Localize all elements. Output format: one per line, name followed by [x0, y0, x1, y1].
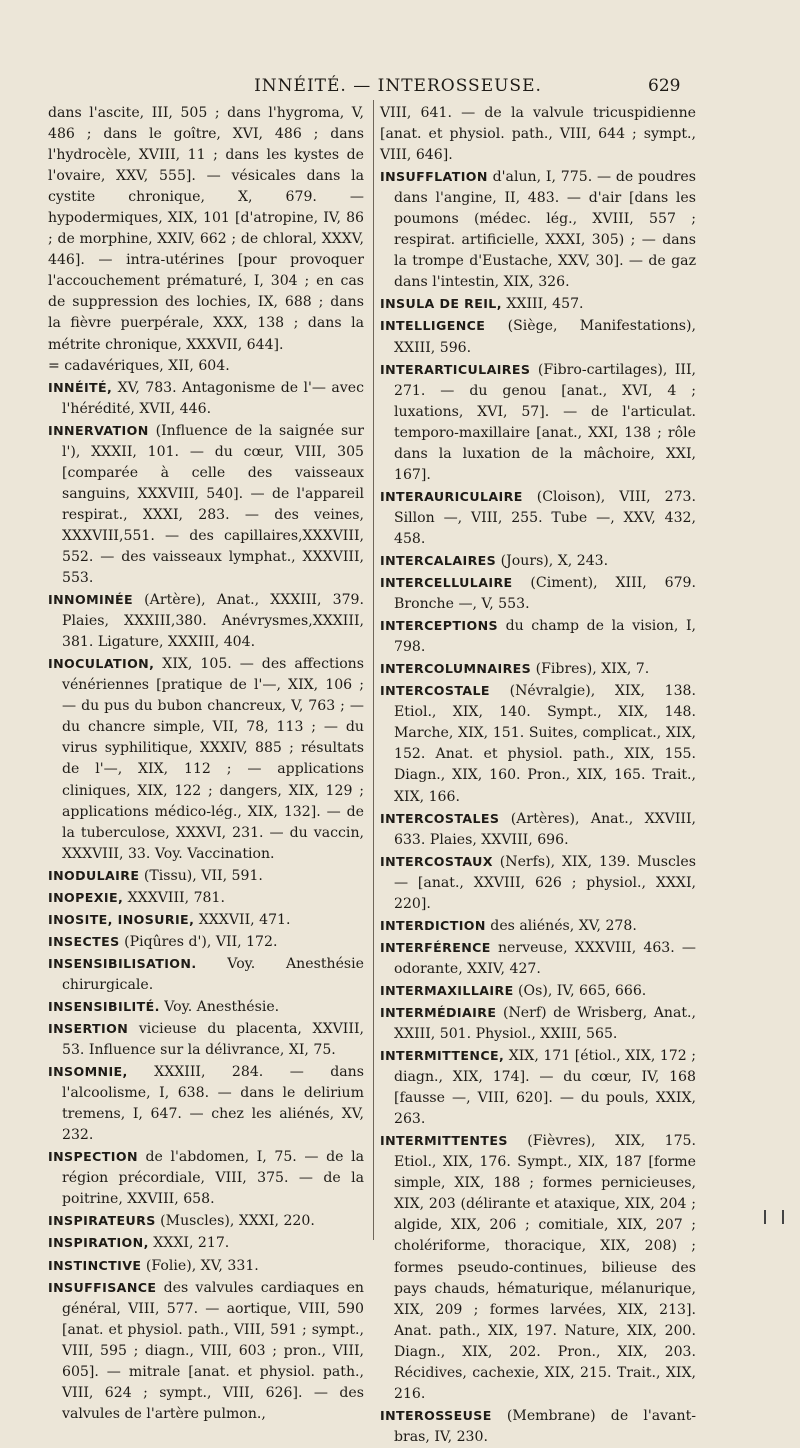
- entry-headword: INTERMITTENCE,: [380, 1048, 505, 1064]
- entry-text: XXXIII, 284. — dans l'alcoolisme, I, 638. — dans le delirium tremens, I, 647. — chez les aliénés, XV, 232.: [62, 1064, 364, 1144]
- index-entry: [380, 808, 696, 851]
- index-entry: [380, 1002, 696, 1045]
- entry-text: (Névralgie), XIX, 138. Etiol., XIX, 140. Sympt., XIX, 148. Marche, XIX, 151. Suites, complicat., XIX, 152. Anat. et physiol. path., XIX, 155. Diagn., XIX, 160. Pron., XIX, 165. Trait., XIX, 166.: [394, 683, 696, 805]
- entry-text: XXIII, 457.: [501, 296, 584, 313]
- entry-headword: INTERCOLUMNAIRES: [380, 661, 532, 677]
- left-column: [48, 103, 364, 1425]
- entry-text: de l'abdomen, I, 75. — de la région précordiale, VIII, 375. — de la poitrine, XXVIII, 658.: [62, 1149, 364, 1208]
- entry-headword: INTERMITTENTES: [380, 1133, 508, 1149]
- index-entry: [380, 615, 696, 658]
- entry-text: dans l'ascite, III, 505 ; dans l'hygroma, V, 486 ; dans le goître, XVI, 486 ; dans l'hydrocèle, XVIII, 11 ; dans les kystes de l'ovaire, XXV, 555]. — vésicales dans la cystite chronique, X, 679. — hypodermiques, XIX, 101 [d'atropine, IV, 86 ; de morphine, XXIV, 662 ; de chloral, XXXV, 446]. — intra-utérines [pour provoquer l'accouchement prématuré, I, 304 ; en cas de suppression des lochies, IX, 688 ; dans la fièvre puerpérale, XXX, 138 ; dans la métrite chronique, XXXVII, 644].: [48, 105, 364, 353]
- entry-headword: INTERCOSTALES: [380, 810, 500, 826]
- index-entry: [380, 980, 696, 1002]
- entry-text: (Os), IV, 665, 666.: [513, 982, 647, 999]
- margin-mark: [764, 1210, 766, 1224]
- entry-headword: INSERTION: [48, 1021, 129, 1037]
- index-entry: [48, 996, 364, 1018]
- entry-headword: INTELLIGENCE: [380, 318, 486, 334]
- entry-headword: INTERFÉRENCE: [380, 939, 491, 955]
- entry-text: (Fibro-cartilages), III, 271. — du genou [anat., XVI, 4 ; luxations, XVI, 57]. — de l'articulat. temporo-maxillaire [anat., XXI, 138 ; rôle dans la luxation de la mâchoire, XXI, 167].: [394, 361, 696, 483]
- entry-text: Voy. Anesthésie chirurgicale.: [62, 955, 364, 993]
- running-header: [0, 76, 800, 102]
- entry-text: (Fièvres), XIX, 175. Etiol., XIX, 176. Sympt., XIX, 187 [forme simple, XIX, 188 ; formes pernicieuses, XIX, 203 (délirante et ataxique, XIX, 204 ; algide, XIX, 206 ; comitiale, XIX, 207 ; cholériforme, thoracique, XIX, 208) ; formes pseudo-continues, bilieuse des pays chauds, hématurique, mélanurique, XIX, 209 ; formes larvées, XIX, 213]. Anat. path., XIX, 197. Nature, XIX, 200. Diagn., XIX, 202. Pron., XIX, 203. Récidives, cachexie, XIX, 215. Trait., XIX, 216.: [394, 1133, 696, 1402]
- index-entry: [380, 293, 696, 315]
- entry-text: des aliénés, XV, 278.: [485, 917, 637, 934]
- entry-text: d'alun, I, 775. — de poudres dans l'angine, II, 483. — d'air [dans les poumons (médec. lég., XVIII, 557 ; respirat. artificielle, XXXI, 305) ; — dans la trompe d'Eustache, XXV, 30]. — de gaz dans l'intestin, XIX, 326.: [394, 169, 696, 291]
- entry-headword: INOSITE, INOSURIE,: [48, 911, 195, 927]
- entry-text: (Jours), X, 243.: [496, 552, 609, 569]
- index-entry: [48, 909, 364, 931]
- entry-headword: INSENSIBILITÉ.: [48, 998, 160, 1014]
- right-column: [380, 103, 696, 1448]
- index-entry: [380, 1405, 696, 1448]
- entry-headword: INTERMÉDIAIRE: [380, 1004, 497, 1020]
- entry-text: = cadavériques, XII, 604.: [48, 357, 230, 374]
- entry-headword: INSTINCTIVE: [48, 1257, 142, 1273]
- index-entry: [48, 1232, 364, 1254]
- entry-headword: INSENSIBILISATION.: [48, 955, 197, 971]
- entry-text: (Fibres), XIX, 7.: [531, 661, 650, 678]
- index-entry: [48, 1210, 364, 1232]
- entry-headword: INTERCALAIRES: [380, 552, 497, 568]
- entry-headword: INOPEXIE,: [48, 889, 124, 905]
- entry-text: VIII, 641. — de la valvule tricuspidienne [anat. et physiol. path., VIII, 644 ; sympt., VIII, 646].: [380, 105, 696, 164]
- entry-text: (Ciment), XIII, 679. Bronche —, V, 553.: [394, 575, 696, 613]
- entry-headword: INTERMAXILLAIRE: [380, 982, 514, 998]
- running-title: INNÉITÉ. — INTEROSSEUSE.: [254, 76, 542, 96]
- index-entry: [48, 1061, 364, 1146]
- entry-text: (Cloison), VIII, 273. Sillon —, VIII, 255. Tube —, XXV, 432, 458.: [394, 488, 696, 547]
- entry-text: XXXVIII, 781.: [123, 889, 225, 906]
- entry-text: (Piqûres d'), VII, 172.: [119, 933, 278, 950]
- entry-headword: INTERDICTION: [380, 917, 486, 933]
- index-entry: [48, 1018, 364, 1061]
- index-entry: [380, 1045, 696, 1130]
- entry-headword: INSPIRATION,: [48, 1235, 149, 1251]
- entry-headword: INSULA DE REIL,: [380, 296, 502, 312]
- entry-text: (Muscles), XXXI, 220.: [155, 1213, 315, 1230]
- entry-headword: INTERCOSTALE: [380, 683, 490, 699]
- entry-headword: INSUFFISANCE: [48, 1279, 157, 1295]
- index-entry: [48, 653, 364, 864]
- index-entry: [48, 1146, 364, 1210]
- entry-text: des valvules cardiaques en général, VIII, 577. — aortique, VIII, 590 [anat. et physiol. path., VIII, 591 ; sympt., VIII, 595 ; diagn., VIII, 603 ; pron., VIII, 605]. — mitrale [anat. et physiol. path., VIII, 624 ; sympt., VIII, 626]. — des valvules de l'artère pulmon.,: [62, 1279, 364, 1422]
- index-entry: [380, 550, 696, 572]
- entry-headword: INSOMNIE,: [48, 1064, 128, 1080]
- entry-text: XV, 783. Antagonisme de l'— avec l'hérédité, XVII, 446.: [62, 379, 364, 417]
- index-entry: [48, 931, 364, 953]
- entry-text: XIX, 171 [étiol., XIX, 172 ; diagn., XIX, 174]. — du cœur, IV, 168 [fausse —, VIII, 620]. — du pouls, XXIX, 263.: [394, 1048, 696, 1128]
- entry-text: (Nerf) de Wrisberg, Anat., XXIII, 501. Physiol., XXIII, 565.: [394, 1004, 696, 1043]
- entry-text: XXXI, 217.: [148, 1235, 230, 1252]
- entry-headword: INSECTES: [48, 933, 120, 949]
- entry-headword: INNÉITÉ,: [48, 379, 113, 395]
- entry-headword: INNERVATION: [48, 422, 149, 438]
- entry-headword: INSPECTION: [48, 1149, 138, 1165]
- entry-headword: INTERCEPTIONS: [380, 618, 498, 634]
- entry-headword: INTERARTICULAIRES: [380, 361, 531, 377]
- entry-headword: INSPIRATEURS: [48, 1213, 156, 1229]
- entry-headword: INTERCOSTAUX: [380, 853, 493, 869]
- index-entry: [380, 572, 696, 615]
- index-entry: [48, 420, 364, 589]
- index-entry: [380, 315, 696, 358]
- index-entry: [380, 851, 696, 915]
- index-entry: [380, 937, 696, 980]
- entry-text: XXXVII, 471.: [194, 911, 291, 928]
- index-entry: [380, 103, 696, 166]
- entry-headword: INNOMINÉE: [48, 592, 134, 608]
- entry-text: nerveuse, XXXVIII, 463. — odorante, XXIV, 427.: [394, 939, 696, 977]
- index-entry: [48, 887, 364, 909]
- index-entry: [380, 915, 696, 937]
- page-number: 629: [648, 76, 681, 96]
- index-entry: [48, 589, 364, 653]
- index-entry: [380, 166, 696, 293]
- entry-text: (Artères), Anat., XXVIII, 633. Plaies, XXVIII, 696.: [394, 810, 696, 848]
- index-entry: [380, 359, 696, 486]
- entry-headword: INTERAURICULAIRE: [380, 488, 523, 504]
- entry-text: (Siège, Manifestations), XXIII, 596.: [394, 318, 696, 356]
- entry-text: (Membrane) de l'avant-bras, IV, 230.: [394, 1407, 696, 1445]
- entry-text: Voy. Anesthésie.: [159, 998, 280, 1015]
- entry-text: vicieuse du placenta, XXVIII, 53. Influence sur la délivrance, XI, 75.: [62, 1021, 364, 1059]
- index-entry: [48, 1255, 364, 1277]
- entry-text: (Tissu), VII, 591.: [139, 867, 263, 884]
- index-entry: [48, 377, 364, 420]
- index-entry: [48, 1277, 364, 1425]
- entry-text: du champ de la vision, I, 798.: [394, 618, 696, 656]
- entry-headword: INSUFFLATION: [380, 169, 488, 185]
- entry-headword: INTERCELLULAIRE: [380, 575, 513, 591]
- index-entry: [380, 486, 696, 550]
- entry-text: (Influence de la saignée sur l'), XXXII, 101. — du cœur, VIII, 305 [comparée à celle des vaisseaux sanguins, XXXVIII, 540]. — de l'appareil respirat., XXXI, 283. — des veines, XXXVIII,551. — des capillaires,XXXVIII, 552. — des vaisseaux lymphat., XXXVIII, 553.: [62, 422, 364, 587]
- entry-text: (Artère), Anat., XXXIII, 379. Plaies, XXXIII,380. Anévrysmes,XXXIII, 381. Ligature, XXXIII, 404.: [62, 592, 364, 651]
- index-entry: [380, 658, 696, 680]
- index-entry: [48, 356, 364, 377]
- entry-text: (Folie), XV, 331.: [141, 1257, 259, 1274]
- entry-text: (Nerfs), XIX, 139. Muscles — [anat., XXVIII, 626 ; physiol., XXXI, 220].: [394, 853, 696, 912]
- index-entry: [380, 680, 696, 807]
- index-entry: [48, 953, 364, 996]
- index-entry: [48, 103, 364, 356]
- entry-headword: INODULAIRE: [48, 867, 140, 883]
- margin-mark: [782, 1210, 784, 1224]
- index-entry: [380, 1130, 696, 1405]
- entry-headword: INTEROSSEUSE: [380, 1407, 492, 1423]
- entry-headword: INOCULATION,: [48, 656, 155, 672]
- index-entry: [48, 865, 364, 887]
- column-divider: [373, 100, 374, 1240]
- entry-text: XIX, 105. — des affections vénériennes [pratique de l'—, XIX, 106 ; — du pus du bubon chancreux, V, 763 ; — du chancre simple, VII, 78, 113 ; — du virus syphilitique, XXXIV, 885 ; résultats de l'—, XIX, 112 ; — applications cliniques, XIX, 122 ; dangers, XIX, 129 ; applications médico-lég., XIX, 132]. — de la tuberculose, XXXVI, 231. — du vaccin, XXXVIII, 33. Voy. Vaccination.: [62, 656, 364, 862]
